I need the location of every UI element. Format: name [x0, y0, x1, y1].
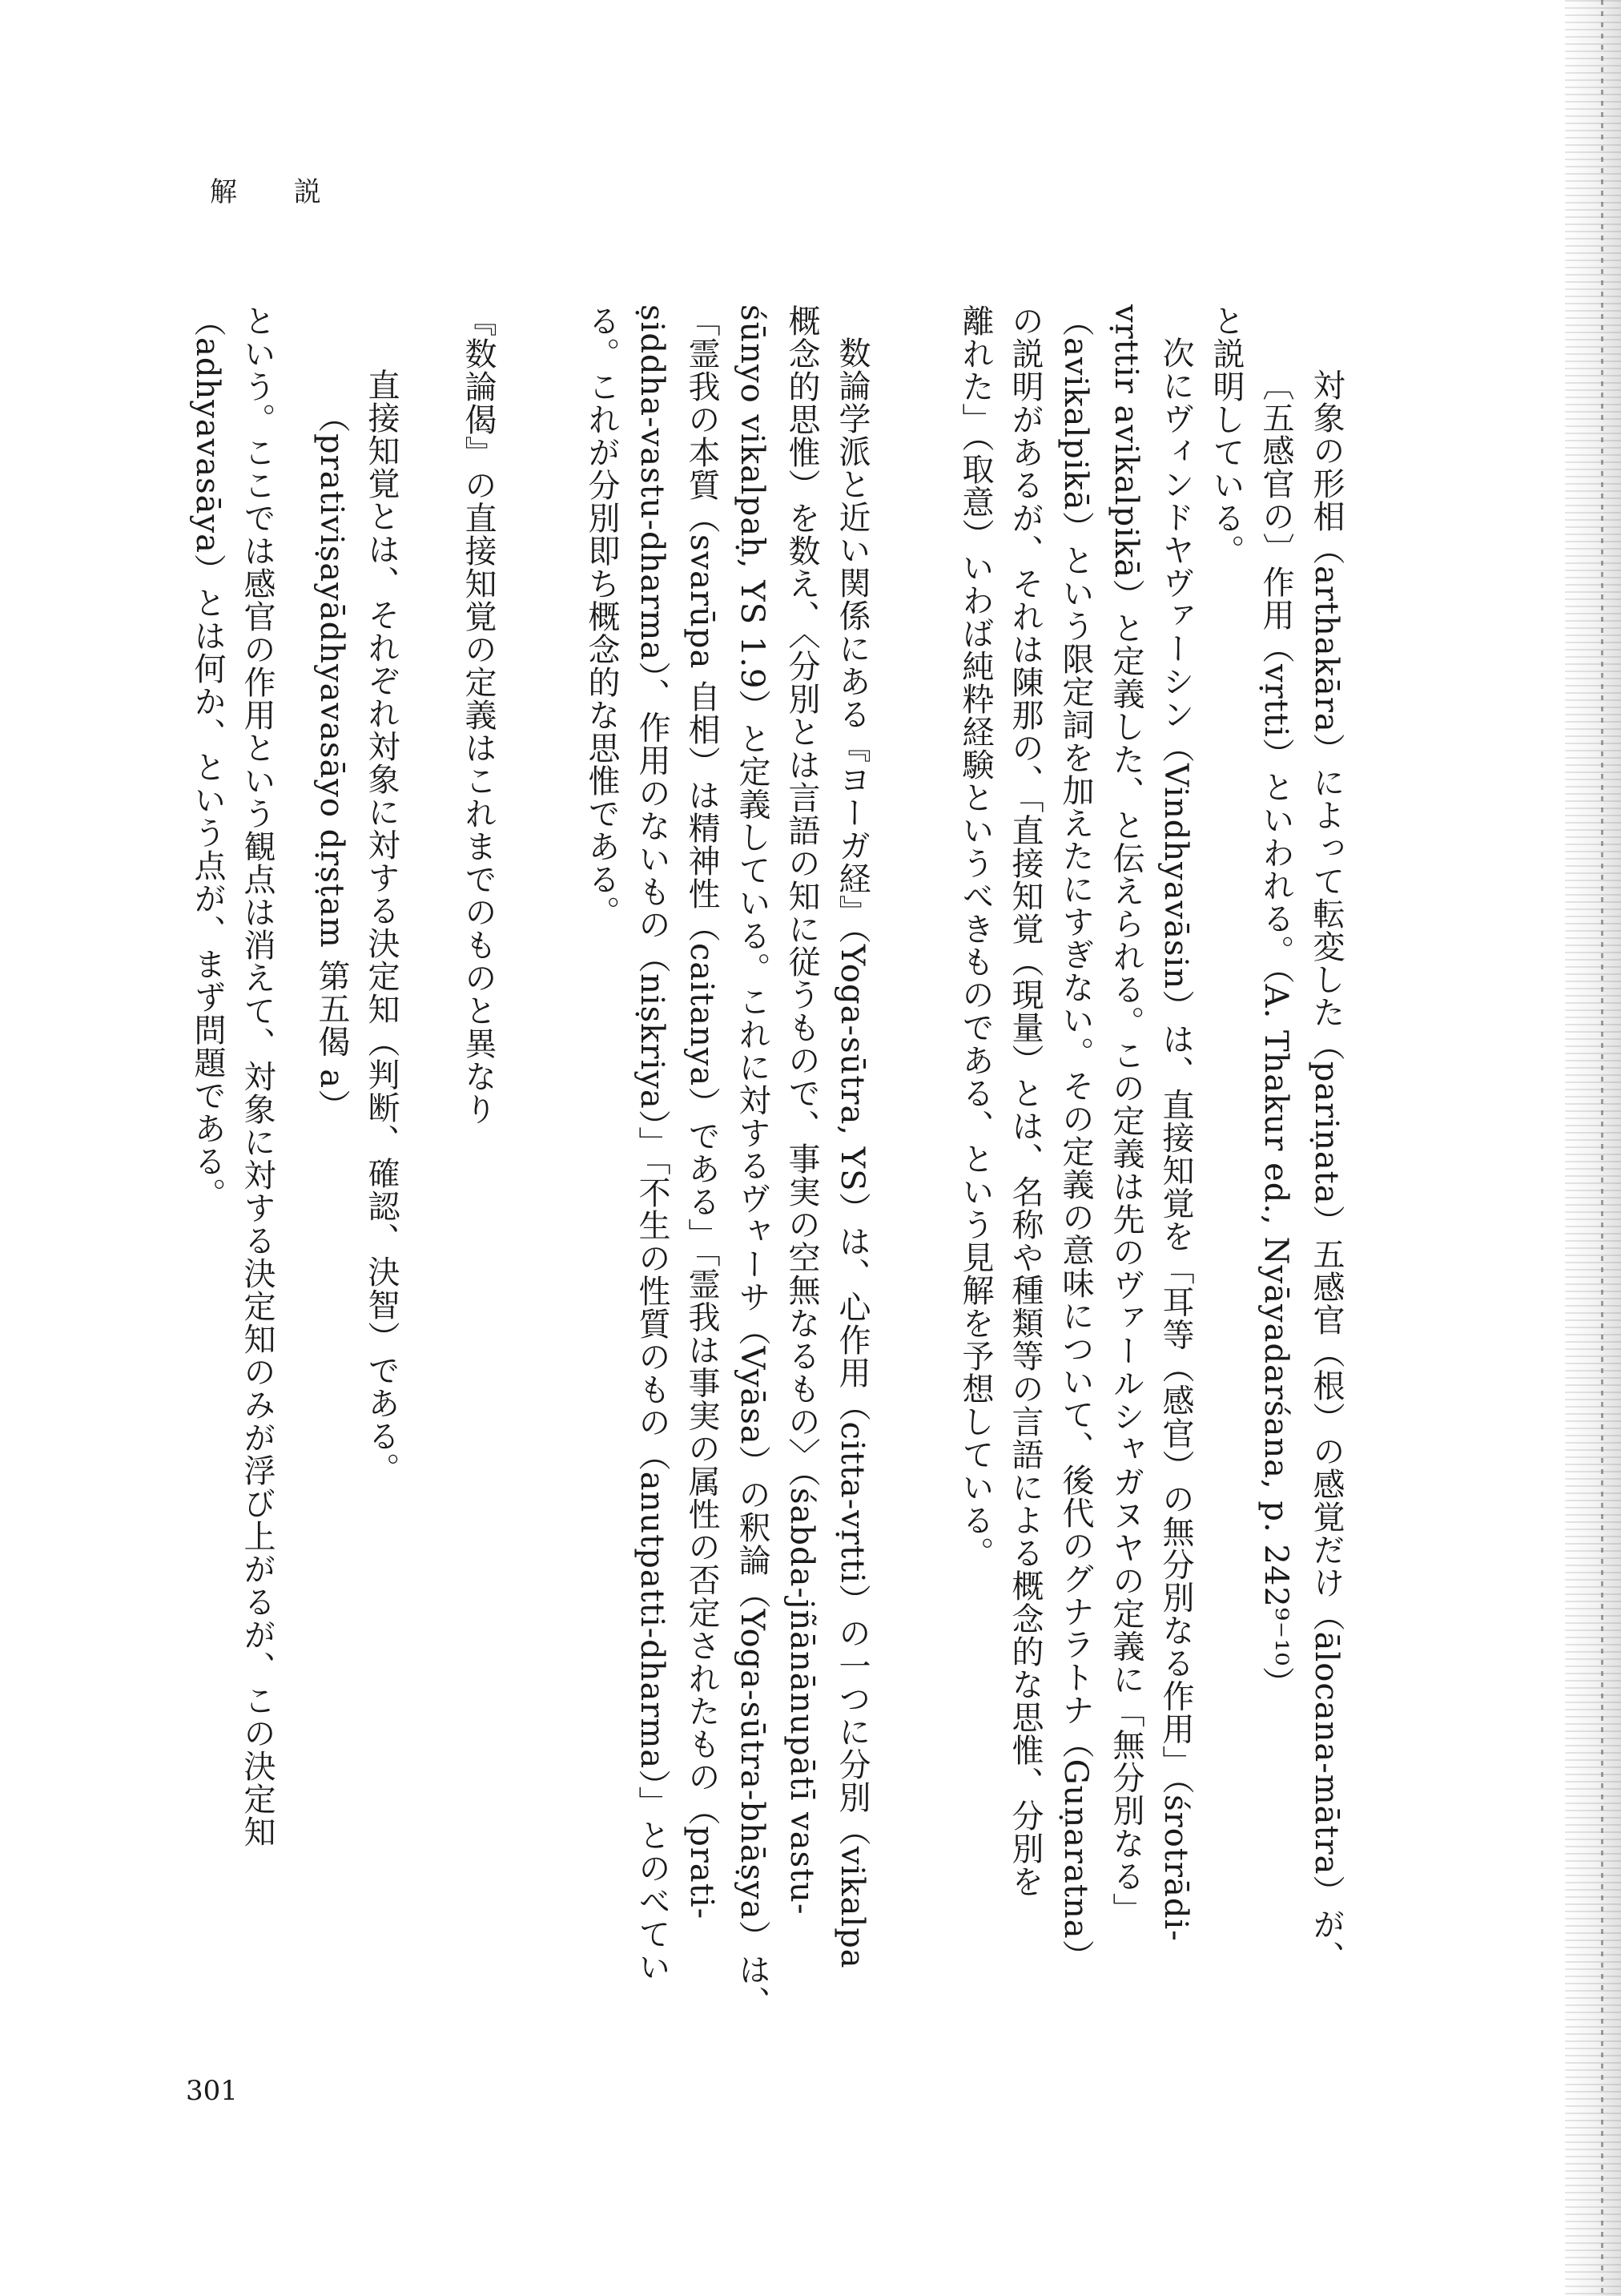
text-line: 概念的思惟）を数え、〈分別とは言語の知に従うもので、事実の空無なるもの〉（śabda-jñānānupātī vastu- [783, 304, 820, 1915]
scan-gutter-line [1601, 0, 1603, 2296]
text-line: 離れた」（取意）いわば純粋経験というべきものである、という見解を予想している。 [957, 304, 994, 1569]
scan-gutter [1565, 0, 1621, 2296]
text-line: 数論学派と近い関係にある『ヨーガ経』（Yoga-sūtra, YS）は、心作用（citta-vṛtti）の一つに分別（vikalpa [834, 336, 871, 1969]
text-line: の説明があるが、それは陳那の、「直接知覚（現量）とは、名称や種類等の言語による概念的な思惟、分別を [1007, 304, 1044, 1898]
running-head: 解 説 [210, 176, 345, 208]
text-line: vṛttir avikalpikā）と定義した、と伝えられる。この定義は先のヴァールシャガヌヤの定義に「無分別なる」 [1108, 304, 1144, 1926]
text-line: という。ここでは感官の作用という観点は消えて、対象に対する決定知のみが浮び上がるが、この決定知 [239, 304, 276, 1848]
text-line: 〔五感官の〕作用（vṛtti）といわれる。（A. Thakur ed., Nyāyadarśana, p. 242⁹⁻¹⁰） [1257, 369, 1294, 1700]
text-line: （avikalpikā）という限定詞を加えたにすぎない。その定義の意味について、後代のグナラトナ（Guṇaratna） [1057, 304, 1094, 1972]
text-line: 「霊我の本質（svarūpa 自相）は精神性（caitanya）である」「霊我は事実の属性の否定されたもの（prati- [683, 304, 720, 1920]
page-number: 301 [186, 2075, 238, 2107]
text-line: る。これが分別即ち概念的な思惟である。 [583, 304, 620, 928]
text-line: 次にヴィンドヤヴァーシン（Vindhyavāsin）は、直接知覚を「耳等（感官）の無分別なる作用」（śrotrādi- [1157, 336, 1194, 1942]
text-line: 直接知覚とは、それぞれ対象に対する決定知（判断、確認、決智）である。 [363, 369, 400, 1485]
text-line: （prativiṣayādhyavasāyo dṛṣṭam 第五偈 a） [313, 401, 350, 1122]
text-line: と説明している。 [1208, 304, 1245, 567]
text-line: ṣiddha-vastu-dharma）、作用のないもの（niṣkriya）」「不生の性質のもの（anutpatti-dharma）」とのべてい [634, 304, 670, 1984]
text-line: śūnyo vikalpaḥ, YS 1.9）と定義している。これに対するヴャーサ（Vyāsa）の釈論（Yoga-sūtra-bhāṣya）は、 [734, 304, 770, 2019]
text-line: 対象の形相（arthakāra）によって転変した（pariṇata）五感官（根）の感覚だけ（ālocana-mātra）が、 [1308, 369, 1345, 1974]
text-line: 『数論偈』の直接知覚の定義はこれまでのものと異なり [460, 304, 497, 1126]
text-line: （adhyavasāya）とは何か、という点が、まず問題である。 [189, 304, 226, 1210]
